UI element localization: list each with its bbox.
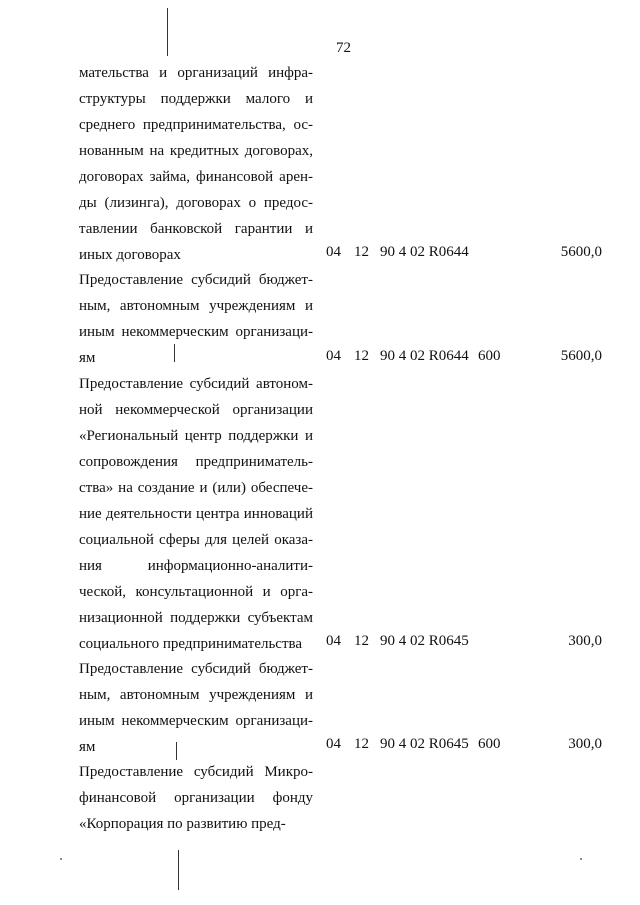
- description-line: иным некоммерческим организаци-: [79, 324, 313, 341]
- description-line: ния информационно-аналити-: [79, 557, 313, 574]
- description-line: тавлении банковской гарантии и: [79, 221, 313, 237]
- description-line: социального предпринимательства: [79, 635, 303, 652]
- description-line: структуры поддержки малого и: [79, 91, 313, 107]
- row-description: [79, 656, 313, 760]
- description-line: ям: [79, 350, 96, 367]
- amount: 300,0: [568, 736, 602, 753]
- description-line: ческой, консультационной и орга-: [79, 583, 313, 600]
- description-line: ды (лизинга), договорах о предос-: [79, 195, 313, 211]
- section-code: 04: [326, 347, 341, 364]
- description-line: финансовой организации фонду: [79, 790, 313, 807]
- subsection-code: 12: [354, 632, 369, 649]
- description-line: Предоставление субсидий Микро-: [79, 764, 313, 781]
- row-description: [79, 267, 313, 371]
- description-line: ным, автономным учреждениям и: [79, 686, 313, 703]
- subsection-code: 12: [354, 736, 369, 753]
- description-line: договорах займа, финансовой арен-: [79, 169, 313, 185]
- description-line: иным некоммерческим организаци-: [79, 712, 313, 729]
- scan-artifact-dot: [580, 858, 582, 860]
- row-description: [79, 759, 313, 837]
- description-line: низационной поддержки субъектам: [79, 609, 313, 626]
- description-line: среднего предпринимательства, ос-: [79, 117, 313, 133]
- description-line: ной некоммерческой организации: [79, 401, 313, 418]
- target-article-code: 90 4 02 R0644: [380, 347, 469, 364]
- section-code: 04: [326, 632, 341, 649]
- description-line: «Региональный центр поддержки и: [79, 427, 313, 444]
- amount: 5600,0: [560, 244, 602, 261]
- description-line: нованным на кредитных договорах,: [79, 143, 313, 159]
- description-line: Предоставление субсидий бюджет-: [79, 272, 313, 289]
- subsection-code: 12: [354, 244, 369, 261]
- description-line: ние деятельности центра инноваций: [79, 505, 313, 522]
- subsection-code: 12: [354, 347, 369, 364]
- section-code: 04: [326, 244, 341, 261]
- description-line: мательства и организаций инфра-: [79, 65, 313, 81]
- amount: 5600,0: [560, 347, 602, 364]
- amount: 300,0: [568, 632, 602, 649]
- target-article-code: 90 4 02 R0644: [380, 244, 469, 261]
- description-line: ям: [79, 738, 96, 755]
- target-article-code: 90 4 02 R0645: [380, 632, 469, 649]
- page-number: 72: [336, 40, 351, 56]
- description-line: «Корпорация по развитию пред-: [79, 816, 286, 833]
- scan-artifact-line: [178, 850, 179, 890]
- scan-artifact-line: [167, 8, 168, 56]
- description-line: сопровождения предприниматель-: [79, 453, 313, 470]
- expense-type-code: 600: [478, 347, 501, 364]
- row-description: [79, 371, 313, 657]
- description-line: ным, автономным учреждениям и: [79, 298, 313, 315]
- description-line: иных договорах: [79, 247, 181, 263]
- description-line: социальной сферы для целей оказа-: [79, 531, 313, 548]
- scan-artifact-dot: [60, 858, 62, 860]
- target-article-code: 90 4 02 R0645: [380, 736, 469, 753]
- expense-type-code: 600: [478, 736, 501, 753]
- section-code: 04: [326, 736, 341, 753]
- description-line: Предоставление субсидий автоном-: [79, 375, 313, 392]
- description-line: Предоставление субсидий бюджет-: [79, 660, 313, 677]
- description-line: ства» на создание и (или) обеспече-: [79, 479, 313, 496]
- row-description: [79, 60, 313, 268]
